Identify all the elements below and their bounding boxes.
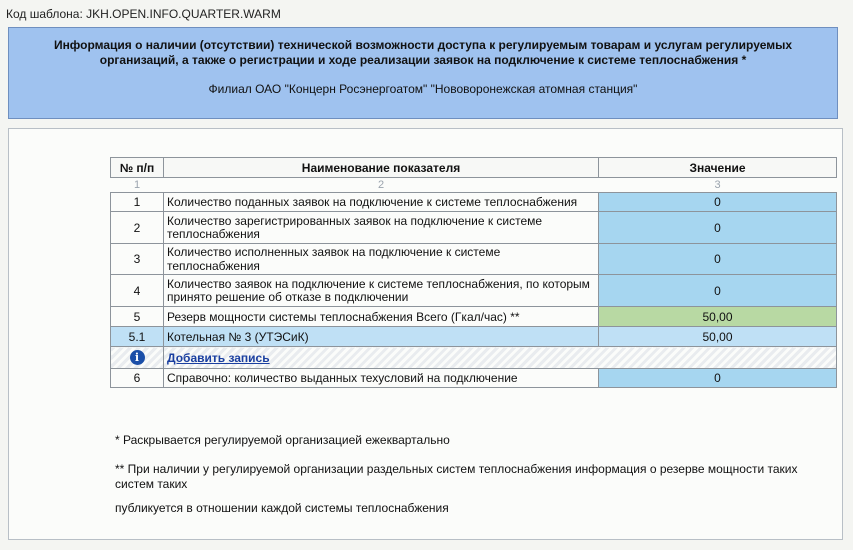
row-name: Количество зарегистрированных заявок на подключение к системе теплоснабжения (164, 212, 599, 244)
header-num: № п/п (111, 158, 164, 178)
row-num: 2 (111, 212, 164, 244)
template-code: Код шаблона: JKH.OPEN.INFO.QUARTER.WARM (6, 7, 281, 21)
footnote-2: ** При наличии у регулируемой организации раздельных систем теплоснабжения информация о резерве мощности таких систем таких (115, 462, 798, 491)
indicators-table (110, 157, 837, 388)
table-row (111, 244, 837, 275)
row-value-input[interactable]: 0 (599, 369, 837, 388)
row-name: Количество исполненных заявок на подключение к системе теплоснабжения (164, 244, 599, 275)
header-name: Наименование показателя (164, 158, 599, 178)
report-header (8, 27, 838, 119)
index-name: 2 (377, 179, 385, 191)
row-num: 1 (111, 193, 164, 212)
header-value: Значение (599, 158, 837, 178)
add-record-link[interactable]: Добавить запись (167, 350, 270, 365)
table-row (111, 307, 837, 327)
table-row (111, 193, 837, 212)
row-value-input[interactable]: 0 (599, 275, 837, 307)
table-row (111, 275, 837, 307)
row-value-input[interactable]: 0 (599, 244, 837, 275)
row-name: Справочно: количество выданных техусловий на подключение (164, 369, 599, 388)
table-row (111, 212, 837, 244)
row-name-input[interactable]: Котельная № 3 (УТЭСиК) (164, 327, 599, 347)
report-content (8, 128, 843, 540)
row-num: 5.1 (111, 327, 164, 347)
row-num: 6 (111, 369, 164, 388)
row-name: Количество поданных заявок на подключение к системе теплоснабжения (164, 193, 599, 212)
footnote-3: публикуется в отношении каждой системы теплоснабжения (115, 501, 449, 515)
footnote-1: * Раскрывается регулируемой организацией ежеквартально (115, 433, 450, 447)
row-num: 3 (111, 244, 164, 275)
row-num: 5 (111, 307, 164, 327)
add-record-row (111, 347, 837, 369)
index-value: 3 (714, 179, 721, 191)
row-value-computed: 50,00 (599, 307, 837, 327)
row-name: Количество заявок на подключение к системе теплоснабжения, по которым принято решение об отказе в подключении (164, 275, 599, 307)
row-value-input[interactable]: 0 (599, 193, 837, 212)
organization-name: Филиал ОАО "Концерн Росэнергоатом" "Нововоронежская атомная станция" (208, 82, 638, 96)
row-value-input[interactable]: 50,00 (599, 327, 837, 347)
table-row (111, 327, 837, 347)
row-value-input[interactable]: 0 (599, 212, 837, 244)
row-num: 4 (111, 275, 164, 307)
add-record-cell (164, 347, 837, 369)
add-record-icon-cell (111, 347, 164, 369)
info-icon: i (130, 350, 145, 365)
table-row (111, 369, 837, 388)
report-title: Информация о наличии (отсутствии) технической возможности доступа к регулируемым товарам и услугам регулируемых организаций, а также о регистрации и ходе реализации заявок на подключение к системе теплоснабжения * (53, 38, 793, 67)
table-header-row (111, 158, 837, 178)
index-row (111, 178, 837, 193)
row-name: Резерв мощности системы теплоснабжения Всего (Гкал/час) ** (164, 307, 599, 327)
index-num: 1 (133, 179, 141, 191)
